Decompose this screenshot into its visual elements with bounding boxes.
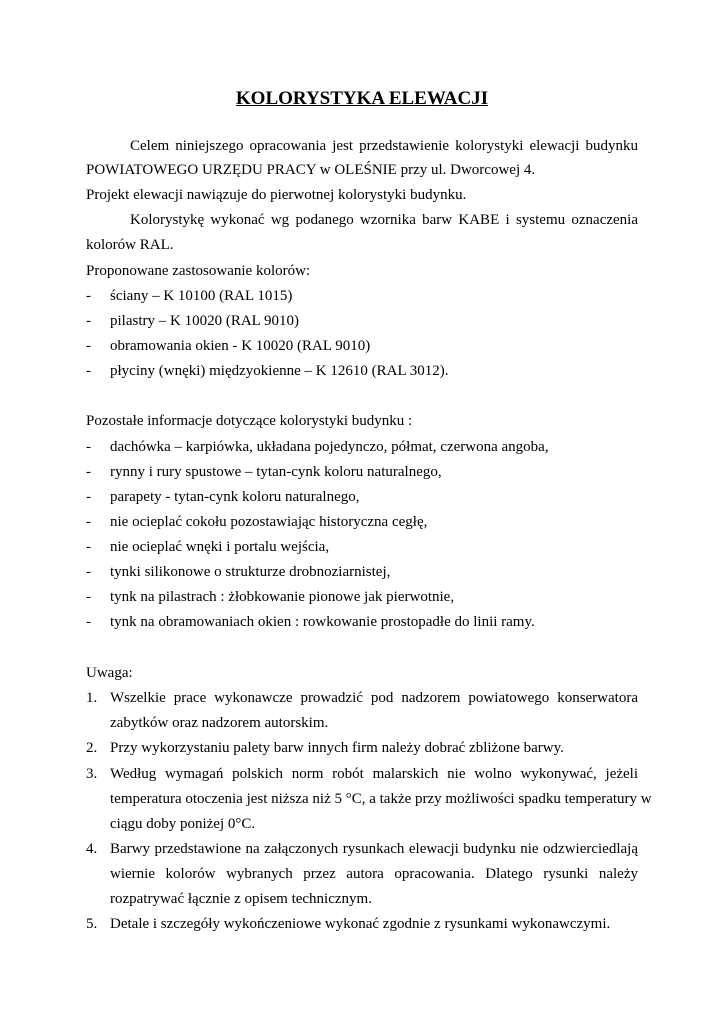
list-item: rynny i rury spustowe – tytan-cynk koloru naturalnego, xyxy=(110,464,442,480)
note-line: Barwy przedstawione na załączonych rysunkach elewacji budynku nie odzwierciedlają xyxy=(110,841,638,857)
list-dash: - xyxy=(86,464,91,480)
list-dash: - xyxy=(86,439,91,455)
list-dash: - xyxy=(86,363,91,379)
notes-heading: Uwaga: xyxy=(86,665,133,681)
note-line: zabytków oraz nadzorem autorskim. xyxy=(110,715,329,731)
note-line: ciągu doby poniżej 0°C. xyxy=(110,816,256,832)
list-item: dachówka – karpiówka, układana pojedynczo, półmat, czerwona angoba, xyxy=(110,439,549,455)
list-item: pilastry – K 10020 (RAL 9010) xyxy=(110,313,300,329)
list-item: parapety - tytan-cynk koloru naturalnego, xyxy=(110,489,360,505)
list-item: ściany – K 10100 (RAL 1015) xyxy=(110,288,293,304)
list-dash: - xyxy=(86,514,91,530)
colors-heading: Proponowane zastosowanie kolorów: xyxy=(86,263,311,279)
note-number: 1. xyxy=(86,690,98,706)
note-line: temperatura otoczenia jest niższa niż 5 °C, a także przy możliwości spadku temperatury w xyxy=(110,791,652,807)
list-item: tynki silikonowe o strukturze drobnoziarnistej, xyxy=(110,564,391,580)
intro-paragraph-1-line-1: Celem niniejszego opracowania jest przedstawienie kolorystyki elewacji budynku xyxy=(130,138,638,154)
note-number: 2. xyxy=(86,740,98,756)
list-item: płyciny (wnęki) międzyokienne – K 12610 (RAL 3012). xyxy=(110,363,449,379)
document-title: KOLORYSTYKA ELEWACJI xyxy=(235,88,489,109)
list-dash: - xyxy=(86,338,91,354)
intro-paragraph-3-line-1: Kolorystykę wykonać wg podanego wzornika barw KABE i systemu oznaczenia xyxy=(130,212,638,228)
list-dash: - xyxy=(86,288,91,304)
list-dash: - xyxy=(86,539,91,555)
list-dash: - xyxy=(86,313,91,329)
note-line: Przy wykorzystaniu palety barw innych firm należy dobrać zbliżone barwy. xyxy=(110,740,564,756)
note-number: 4. xyxy=(86,841,98,857)
intro-paragraph-2: Projekt elewacji nawiązuje do pierwotnej kolorystyki budynku. xyxy=(86,187,467,203)
intro-paragraph-3-line-2: kolorów RAL. xyxy=(86,237,174,253)
note-line: Detale i szczegóły wykończeniowe wykonać zgodnie z rysunkami wykonawczymi. xyxy=(110,916,611,932)
list-item: nie ocieplać cokołu pozostawiając historyczna cegłę, xyxy=(110,514,428,530)
note-line: rozpatrywać łącznie z opisem technicznym. xyxy=(110,891,372,907)
note-line: Wszelkie prace wykonawcze prowadzić pod nadzorem powiatowego konserwatora xyxy=(110,690,638,706)
note-line: Według wymagań polskich norm robót malarskich nie wolno wykonywać, jeżeli xyxy=(110,766,638,782)
list-dash: - xyxy=(86,564,91,580)
note-number: 3. xyxy=(86,766,98,782)
note-number: 5. xyxy=(86,916,98,932)
note-line: wiernie kolorów wybranych przez autora opracowania. Dlatego rysunki należy xyxy=(110,866,638,882)
list-item: obramowania okien - K 10020 (RAL 9010) xyxy=(110,338,371,354)
list-dash: - xyxy=(86,489,91,505)
list-dash: - xyxy=(86,589,91,605)
other-info-heading: Pozostałe informacje dotyczące kolorystyki budynku : xyxy=(86,413,413,429)
list-item: nie ocieplać wnęki i portalu wejścia, xyxy=(110,539,330,555)
list-item: tynk na obramowaniach okien : rowkowanie prostopadłe do linii ramy. xyxy=(110,614,535,630)
intro-paragraph-1-line-2: POWIATOWEGO URZĘDU PRACY w OLEŚNIE przy ul. Dworcowej 4. xyxy=(86,162,536,178)
list-dash: - xyxy=(86,614,91,630)
list-item: tynk na pilastrach : żłobkowanie pionowe jak pierwotnie, xyxy=(110,589,455,605)
